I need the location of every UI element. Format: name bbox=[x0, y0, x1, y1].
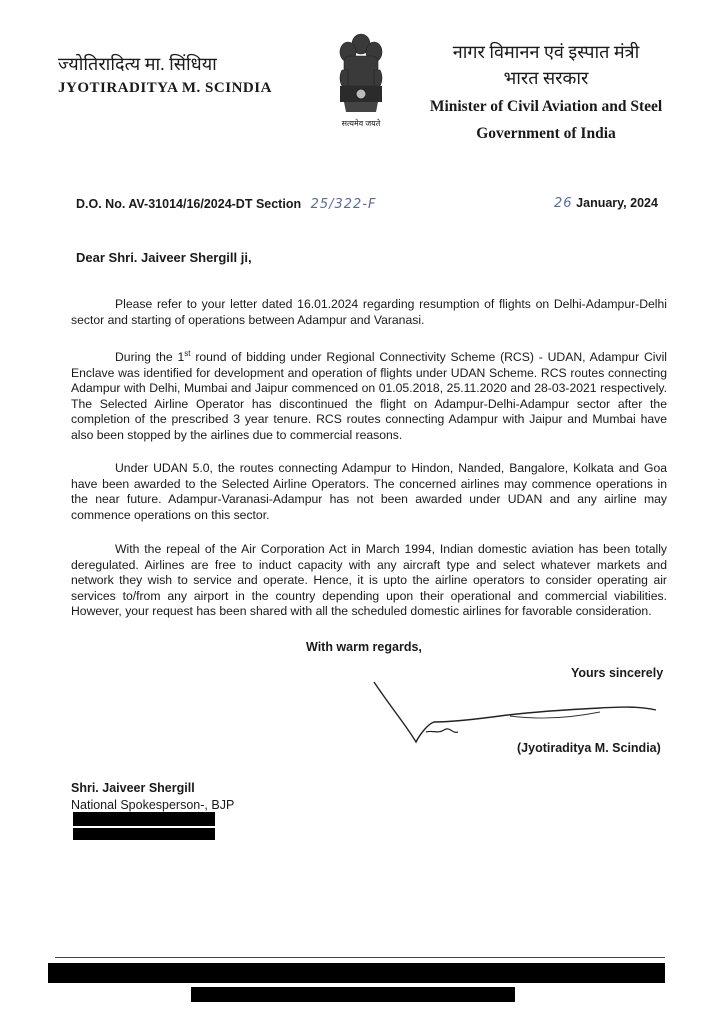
redacted-footer-line-2 bbox=[191, 987, 515, 1002]
minister-name-block bbox=[58, 52, 272, 97]
redacted-address-line-2 bbox=[73, 828, 215, 840]
do-reference bbox=[76, 197, 376, 212]
minister-name-english: JYOTIRADITYA M. SCINDIA bbox=[58, 80, 272, 96]
ministry-english-line1: Minister of Civil Aviation and Steel bbox=[429, 98, 663, 115]
footer-divider bbox=[55, 957, 665, 958]
redacted-address-line-1 bbox=[73, 812, 215, 826]
signatory-name: (Jyotiraditya M. Scindia) bbox=[517, 741, 661, 755]
closing-regards: With warm regards, bbox=[306, 640, 422, 654]
emblem-motto: सत्यमेव जयते bbox=[341, 119, 381, 128]
paragraph-3: Under UDAN 5.0, the routes connecting Adampur to Hindon, Nanded, Bangalore, Kolkata and Goa have been awarded to the Selected Airline Operators. The concerned airlines may commence operations in the near future. Adampur-Varanasi-Adampur has not been awarded under UDAN and any airline may commence operations on this sector. bbox=[71, 461, 667, 522]
handwritten-day: 26 bbox=[554, 196, 573, 211]
paragraph-1: Please refer to your letter dated 16.01.2024 regarding resumption of flights on Delhi-Adampur-Delhi sector and starting of operations between Adampur and Varanasi. bbox=[71, 297, 667, 327]
ministry-hindi-line1: नागर विमानन एवं इस्पात मंत्री bbox=[452, 42, 640, 62]
addressee-designation: National Spokesperson-, BJP bbox=[71, 798, 235, 812]
ministry-block bbox=[410, 40, 682, 144]
paragraph-2-start: During the 1 bbox=[115, 350, 185, 365]
paragraph-2-rest: round of bidding under Regional Connectivity Scheme (RCS) - UDAN, Adampur Civil Enclave was identified for development and operation of flights under UDAN Scheme. RCS routes connecting Adampur with Delhi, Mumbai and Jaipur commenced on 01.05.2018, 25.11.2020 and 28-03-2021 respectively. The Selected Airline Operator has discontinued the flight on Adampur-Delhi-Adampur sector after the completion of the prescribed 3 year tenure. RCS routes connecting Adampur with Jaipur and Mumbai have also been stopped by the airlines due to commercial reasons. bbox=[71, 350, 667, 443]
letter-date bbox=[554, 195, 658, 211]
redacted-footer-line-1 bbox=[48, 963, 665, 983]
ministry-english-line2: Government of India bbox=[476, 125, 616, 142]
national-emblem-icon bbox=[332, 30, 390, 118]
ministry-hindi-line2: भारत सरकार bbox=[503, 68, 589, 88]
addressee-name: Shri. Jaiveer Shergill bbox=[71, 781, 195, 795]
closing-yours-sincerely: Yours sincerely bbox=[571, 666, 664, 680]
minister-name-hindi: ज्योतिरादित्य मा. सिंधिया bbox=[58, 54, 217, 74]
paragraph-2-superscript: st bbox=[184, 349, 191, 358]
handwritten-signature-icon bbox=[360, 676, 660, 746]
do-number: D.O. No. AV-31014/16/2024-DT Section bbox=[76, 197, 302, 211]
handwritten-number: 25/322-F bbox=[310, 197, 377, 212]
paragraph-2 bbox=[71, 346, 667, 444]
paragraph-4: With the repeal of the Air Corporation Act in March 1994, Indian domestic aviation has been totally deregulated. Airlines are free to induct capacity with any aircraft type and select whatever markets and network they wish to service and operate. Hence, it is upto the airline operators to consider operating air services to/from any airport in the country depending upon their operational and commercial viabilities. However, your request has been shared with all the scheduled domestic airlines for favorable consideration. bbox=[71, 542, 667, 619]
date-month-year: January, 2024 bbox=[576, 196, 658, 210]
salutation: Dear Shri. Jaiveer Shergill ji, bbox=[76, 250, 252, 265]
